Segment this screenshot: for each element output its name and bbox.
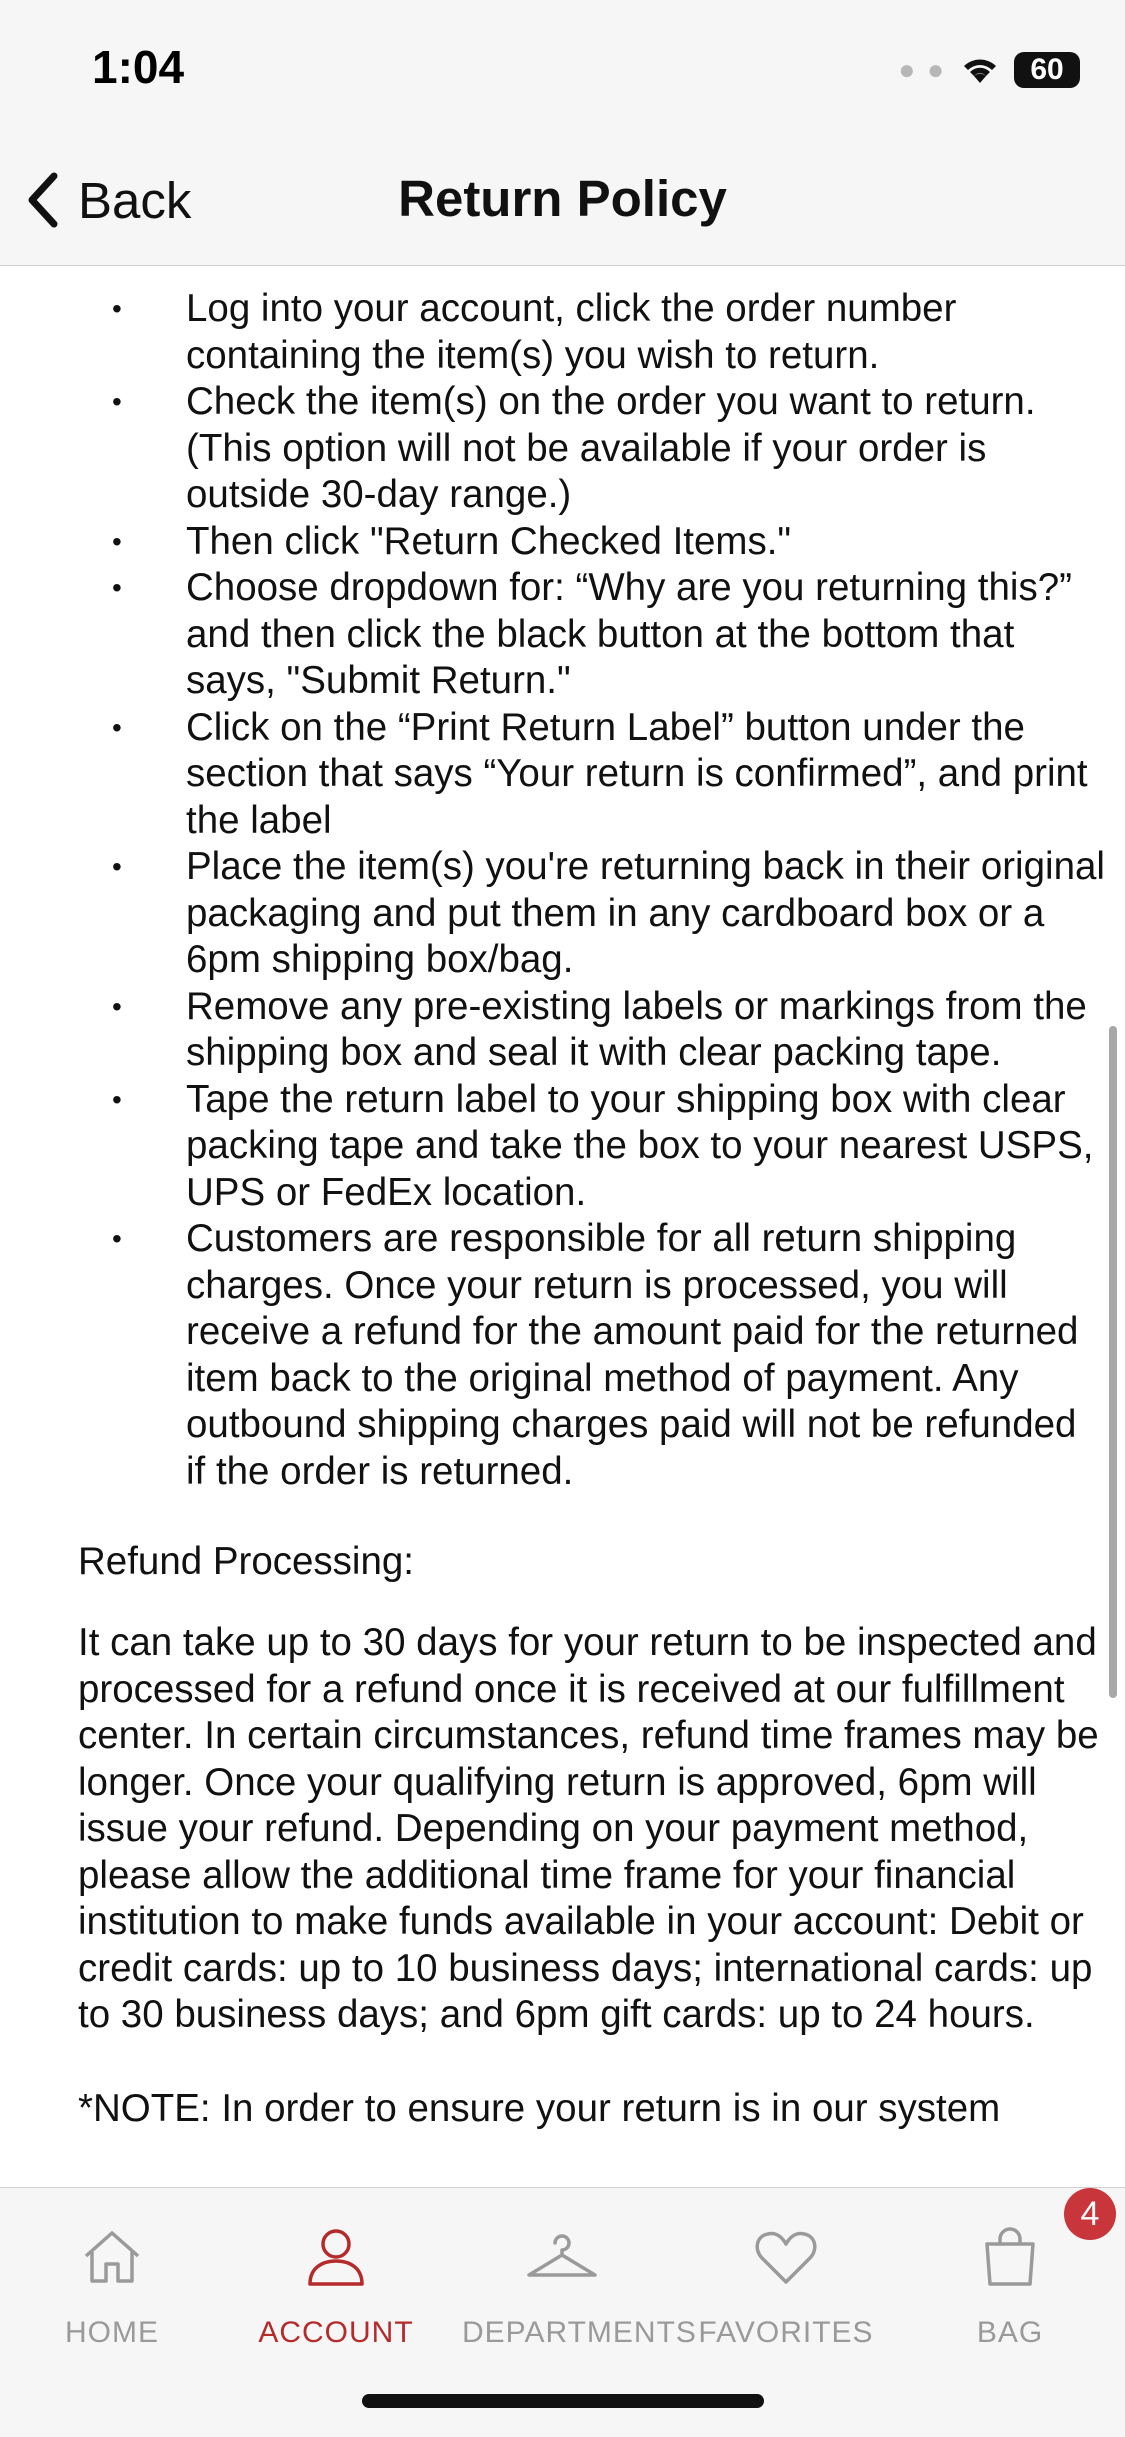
list-item: • Check the item(s) on the order you want to return. (This option will not be available if your order is outside 30-day range.): [112, 380, 1036, 516]
list-item: • Choose dropdown for: “Why are you returning this?” and then click the black button at the bottom that says, "Submit Return.": [112, 566, 1072, 702]
home-icon: [80, 2228, 144, 2286]
list-item: • Customers are responsible for all return shipping charges. Once your return is processed, you will receive a refund for the amount paid for the returned item back to the original method of payment. Any outbound shipping charges paid will not be refunded if the order is returned.: [112, 1217, 1079, 1493]
status-time: 1:04: [92, 41, 185, 93]
note-paragraph: *NOTE: In order to ensure your return is in our system: [78, 2087, 1001, 2130]
tab-home-label: HOME: [65, 2316, 159, 2349]
list-item: • Remove any pre-existing labels or markings from the shipping box and seal it with clear packing tape.: [112, 984, 1087, 1074]
back-label: Back: [78, 171, 192, 229]
refund-paragraph: It can take up to 30 days for your return to be inspected and processed for a refund once it is received at our fulfillment center. In certain circumstances, refund time frames may be longer. Once your qualifying return is approved, 6pm will issue your refund. Depending on your payment method, please allow the additional time frame for your financial institution to make funds available in your account: Debit or credit cards: up to 10 business days; international cards: up to 30 business days; and 6pm gift cards: up to 24 hours.: [78, 1621, 1099, 2036]
tab-favorites-label: FAVORITES: [698, 2316, 874, 2349]
list-item: • Then click "Return Checked Items.": [112, 519, 792, 563]
bag-icon: [982, 2226, 1038, 2288]
tab-departments-label: DEPARTMENTS: [462, 2316, 697, 2349]
tab-account[interactable]: [236, 2212, 436, 2350]
return-steps-list: [0, 286, 1125, 1495]
hanger-icon: [525, 2231, 599, 2283]
tab-bag[interactable]: [910, 2194, 1110, 2350]
wifi-icon: [958, 53, 1002, 87]
tab-account-label: ACCOUNT: [258, 2316, 414, 2349]
signal-icon: ● ●: [898, 54, 946, 85]
tab-home[interactable]: [12, 2212, 212, 2350]
tab-departments[interactable]: [462, 2212, 697, 2350]
status-bar: [0, 0, 1125, 135]
list-item: • Click on the “Print Return Label” button under the section that says “Your return is confirmed”, and print the label: [112, 705, 1088, 842]
page-title: Return Policy: [398, 170, 727, 227]
bag-count-badge: 4: [1064, 2188, 1116, 2240]
account-icon: [306, 2226, 366, 2288]
heart-icon: [754, 2228, 818, 2286]
battery-icon: 60: [1014, 52, 1080, 88]
nav-bar: [0, 135, 1125, 266]
list-item: • Place the item(s) you're returning back in their original packaging and put them in any cardboard box or a 6pm shipping box/bag.: [112, 845, 1105, 981]
tab-bag-label: BAG: [976, 2316, 1044, 2349]
list-item: • Tape the return label to your shipping box with clear packing tape and take the box to your nearest USPS, UPS or FedEx location.: [112, 1077, 1094, 1214]
policy-content[interactable]: [0, 266, 1125, 2186]
status-icons: [898, 48, 1080, 92]
scrollbar[interactable]: [1109, 1026, 1117, 1698]
refund-heading: Refund Processing:: [78, 1540, 414, 1583]
home-indicator[interactable]: [362, 2394, 764, 2408]
list-item: • Log into your account, click the order number containing the item(s) you wish to return.: [112, 287, 957, 377]
tab-favorites[interactable]: [686, 2212, 886, 2350]
